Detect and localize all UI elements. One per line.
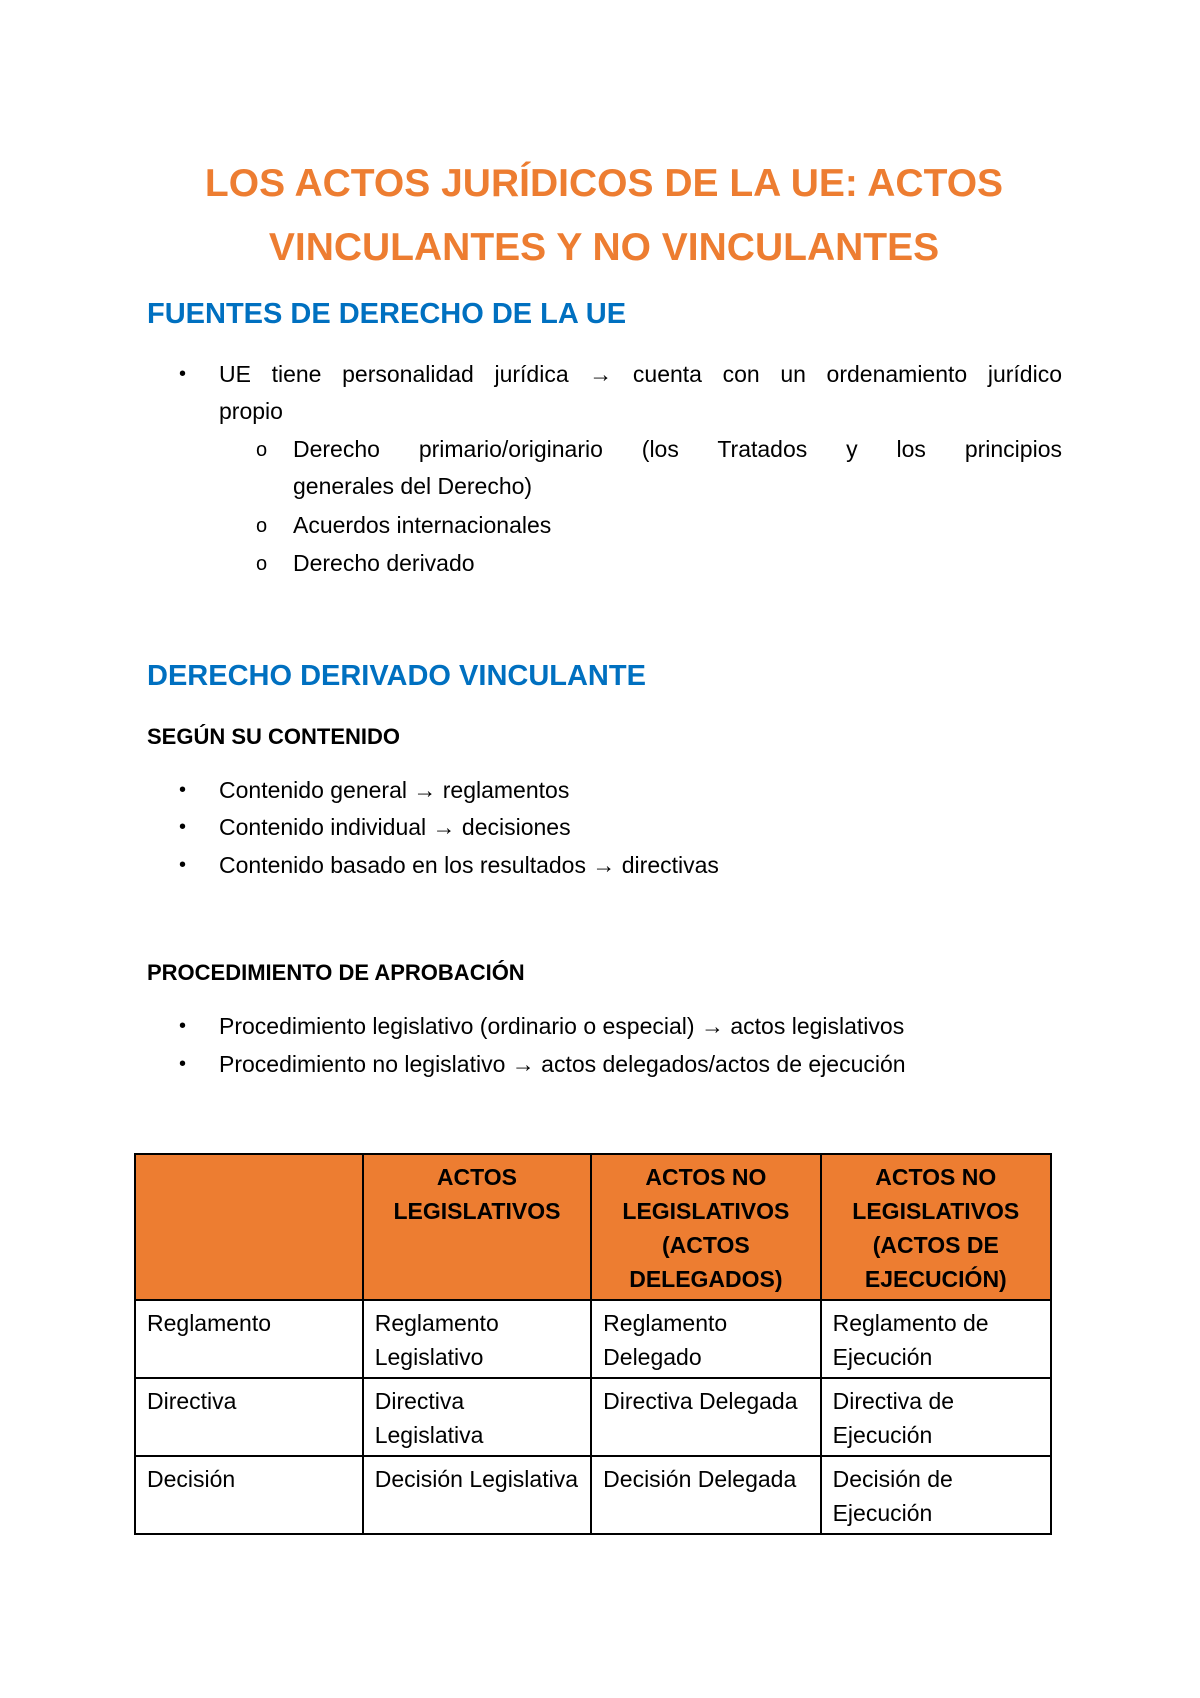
bullet-icon: • xyxy=(179,1015,187,1037)
table-cell: Decisión Delegada xyxy=(591,1456,820,1534)
contenido-item: Contenido general → reglamentos xyxy=(219,777,570,803)
circle-bullet-icon: o xyxy=(256,553,268,575)
fuentes-subitem-3: Derecho derivado xyxy=(293,550,475,576)
table-row xyxy=(135,1456,1051,1534)
table-cell: Directiva de Ejecución xyxy=(821,1378,1051,1456)
table-cell: Directiva Legislativa xyxy=(363,1378,591,1456)
circle-bullet-icon: o xyxy=(256,515,268,537)
circle-bullet-icon: o xyxy=(256,439,268,461)
table-cell: Reglamento xyxy=(135,1300,363,1378)
table-cell: Directiva Delegada xyxy=(591,1378,820,1456)
contenido-item: Contenido individual → decisiones xyxy=(219,814,571,840)
table-cell: Reglamento de Ejecución xyxy=(821,1300,1051,1378)
fuentes-subitem-1-line-2: generales del Derecho) xyxy=(293,473,533,499)
table-cell: Decisión xyxy=(135,1456,363,1534)
actos-table xyxy=(134,1153,1052,1535)
table-header-cell: ACTOS LEGISLATIVOS xyxy=(363,1154,591,1300)
title-line-2: VINCULANTES Y NO VINCULANTES xyxy=(268,226,940,269)
table-cell: Decisión Legislativa xyxy=(363,1456,591,1534)
fuentes-subitem-1-line-1: Derecho primario/originario (los Tratados y los principios xyxy=(293,436,1062,462)
fuentes-item-1-line-1: UE tiene personalidad jurídica → cuenta con un ordenamiento jurídico xyxy=(219,361,1062,387)
table-header-cell: ACTOS NO LEGISLATIVOS (ACTOS DELEGADOS) xyxy=(591,1154,820,1300)
table-row xyxy=(135,1378,1051,1456)
bullet-icon: • xyxy=(179,854,187,876)
table-header-row xyxy=(135,1154,1051,1300)
heading-contenido: SEGÚN SU CONTENIDO xyxy=(147,724,401,749)
table-cell: Reglamento Delegado xyxy=(591,1300,820,1378)
bullet-icon: • xyxy=(179,779,187,801)
table-header-cell: ACTOS NO LEGISLATIVOS (ACTOS DE EJECUCIÓN) xyxy=(821,1154,1051,1300)
bullet-icon: • xyxy=(179,1053,187,1075)
fuentes-item-1-line-2: propio xyxy=(219,398,283,424)
bullet-icon: • xyxy=(179,363,187,385)
procedimiento-item: Procedimiento legislativo (ordinario o especial) → actos legislativos xyxy=(219,1013,905,1039)
contenido-item: Contenido basado en los resultados → directivas xyxy=(219,852,719,878)
heading-fuentes: FUENTES DE DERECHO DE LA UE xyxy=(147,298,627,330)
document-title xyxy=(147,152,1061,280)
heading-derivado: DERECHO DERIVADO VINCULANTE xyxy=(147,660,646,692)
fuentes-subitem-2: Acuerdos internacionales xyxy=(293,512,552,538)
heading-procedimiento: PROCEDIMIENTO DE APROBACIÓN xyxy=(147,960,525,985)
table-header-cell xyxy=(135,1154,363,1300)
bullet-icon: • xyxy=(179,816,187,838)
title-line-1: LOS ACTOS JURÍDICOS DE LA UE: ACTOS xyxy=(204,162,1004,205)
table-cell: Reglamento Legislativo xyxy=(363,1300,591,1378)
procedimiento-item: Procedimiento no legislativo → actos delegados/actos de ejecución xyxy=(219,1051,906,1077)
table-cell: Decisión de Ejecución xyxy=(821,1456,1051,1534)
table-cell: Directiva xyxy=(135,1378,363,1456)
table-row xyxy=(135,1300,1051,1378)
